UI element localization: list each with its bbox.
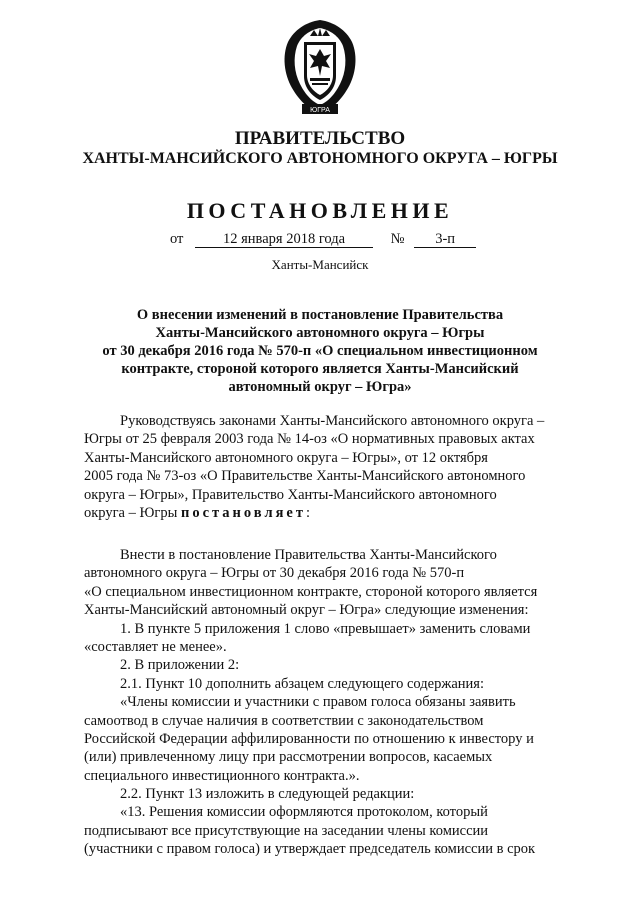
text-line: «13. Решения комиссии оформляются протоколом, который [120,804,488,821]
org-name-line1: ПРАВИТЕЛЬСТВО [234,128,406,149]
text-line: округа – Югры», Правительство Ханты-Мансийского автономного [84,486,497,503]
city: Ханты-Мансийск [271,257,369,272]
text-line: (участники с правом голоса) и утверждает председатель комиссии в срок [84,841,536,858]
text-line: Югры от 25 февраля 2003 года № 14-оз «О нормативных правовых актах [84,431,535,448]
subject-line: О внесении изменений в постановление Правительства [136,307,504,323]
text-line: «О специальном инвестиционном контракте, стороной которого является [84,583,538,600]
text-line: 2. В приложении 2: [120,657,240,674]
text-line: Ханты-Мансийского автономного округа – Югры», от 12 октября [84,449,488,466]
date-prefix: от [170,231,184,247]
text-line: самоотвод в случае наличия в соответствии с законодательством [84,712,484,729]
subject-line: от 30 декабря 2016 года № 570-п «О специальном инвестиционном [102,343,538,359]
emblem-text: ЮГРА [310,107,330,114]
resolution-body [84,546,571,859]
text-line: Внести в постановление Правительства Ханты-Мансийского [120,547,497,563]
text-line: 2005 года № 73-оз «О Правительстве Ханты-Мансийского автономного [84,468,526,485]
text-line: Руководствуясь законами Ханты-Мансийского автономного округа – [120,413,545,429]
text-line: 2.2. Пункт 13 изложить в следующей редакции: [120,786,415,803]
document-number: 3-п [414,231,476,248]
subject-line: автономный округ – Югра» [228,379,412,395]
text-line: 1. В пункте 5 приложения 1 слово «превышает» заменить словами [120,620,531,637]
coat-of-arms-icon [276,16,364,118]
subject-line: контракте, стороной которого является Ханты-Мансийский [121,361,519,377]
document-subject [0,306,640,396]
preamble-paragraph [84,412,571,522]
text-line: «Члены комиссии и участники с правом голоса обязаны заявить [120,694,516,711]
preamble-last-prefix: округа – Югры [84,504,178,521]
text-line: Ханты-Мансийский автономный округ – Югра» следующие изменения: [84,602,529,619]
text-line [84,504,571,522]
text-line: Российской Федерации аффилированности по отношению к инвестору и [84,730,534,747]
subject-line: Ханты-Мансийского автономного округа – Югры [155,325,485,341]
document-date: 12 января 2018 года [195,231,373,248]
document-type: ПОСТАНОВЛЕНИЕ [186,198,454,223]
date-number-line [170,231,476,248]
org-name-line2: ХАНТЫ-МАНСИЙСКОГО АВТОНОМНОГО ОКРУГА – ЮГРЫ [82,150,558,167]
text-line: «составляет не менее». [84,638,227,655]
text-line: (или) привлеченному лицу при рассмотрении вопросов, касаемых [84,749,493,766]
text-line: 2.1. Пункт 10 дополнить абзацем следующего содержания: [120,675,484,692]
resolves-word: постановляет [180,504,306,521]
text-line: специального инвестиционного контракта.». [84,767,360,784]
preamble-colon: : [305,504,311,521]
text-line: автономного округа – Югры от 30 декабря 2016 года № 570-п [84,565,465,582]
number-prefix: № [390,231,405,247]
text-line: подписывают все присутствующие на заседании члены комиссии [84,822,489,839]
